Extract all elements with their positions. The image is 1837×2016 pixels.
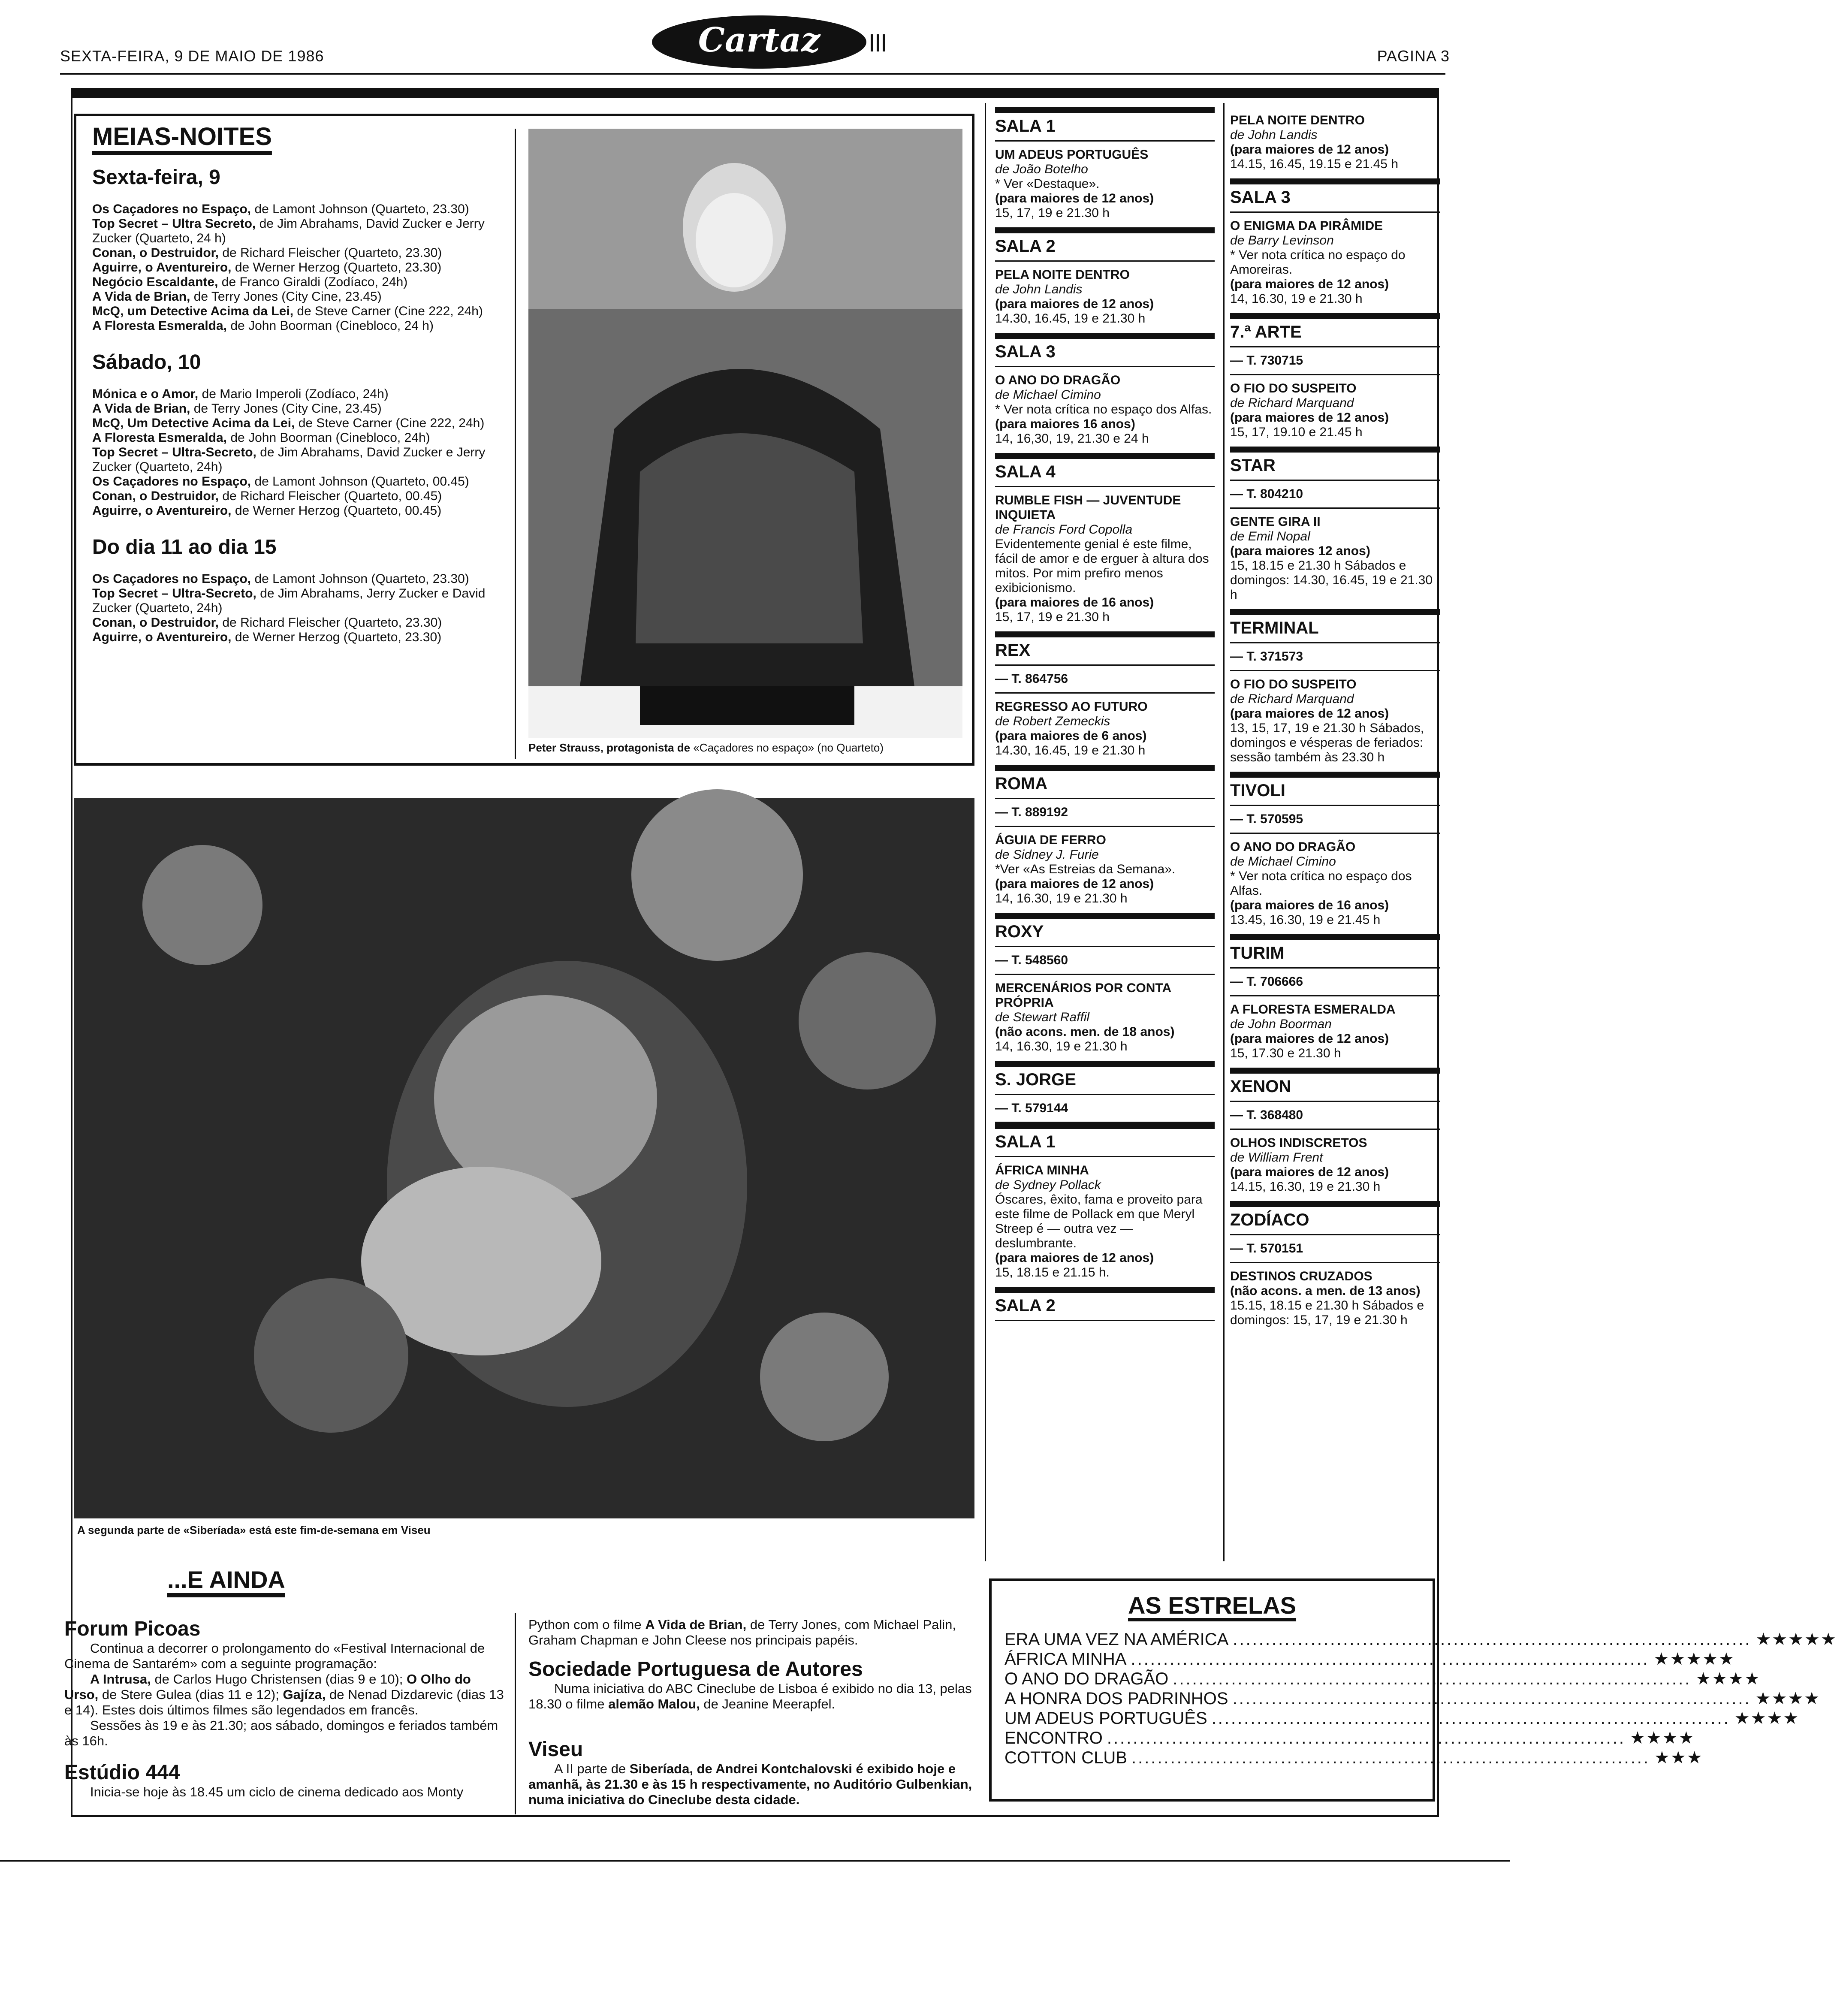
entry-title: Aguirre, o Aventureiro, bbox=[92, 504, 232, 518]
spa-heading: Sociedade Portuguesa de Autores bbox=[528, 1658, 863, 1681]
entry-title: Os Caçadores no Espaço, bbox=[92, 202, 251, 216]
forum-picoas-p3: Sessões às 19 e às 21.30; aos sábado, domingos e feriados também às 16h. bbox=[64, 1718, 498, 1748]
schedule-entry bbox=[92, 304, 521, 319]
entry-detail: de Lamont Johnson (Quarteto, 23.30) bbox=[251, 572, 469, 586]
forum-picoas-p1: Continua a decorrer o prolongamento do «Festival Internacional de Cinema de Santarém» com a seguinte programação: bbox=[64, 1641, 485, 1671]
entry-detail: de John Boorman (Cinebloco, 24h) bbox=[227, 431, 430, 445]
film-rating: (para maiores de 12 anos) bbox=[1230, 410, 1389, 425]
cinema-bar bbox=[995, 453, 1215, 459]
top-thick-bar bbox=[71, 88, 1439, 98]
entry-title: McQ, um Detective Acima da Lei, bbox=[92, 304, 294, 318]
film-title: OLHOS INDISCRETOS bbox=[1230, 1136, 1367, 1150]
film-hours: 14, 16.30, 19 e 21.30 h bbox=[1230, 292, 1363, 306]
schedule-entry bbox=[92, 616, 521, 630]
film-director: de Sydney Pollack bbox=[995, 1178, 1101, 1192]
entry-detail: de Terry Jones (City Cine, 23.45) bbox=[190, 290, 382, 304]
dot-leader: ................................................................................ bbox=[1107, 1729, 1626, 1747]
schedule-entry bbox=[92, 416, 521, 431]
cinema-name: SALA 4 bbox=[995, 459, 1215, 487]
meias-noites-title: MEIAS-NOITES bbox=[92, 123, 272, 151]
star-film-name: UM ADEUS PORTUGUÊS bbox=[1004, 1709, 1207, 1728]
frame-bottom bbox=[71, 1815, 1439, 1817]
entry-detail: de Terry Jones (City Cine, 23.45) bbox=[190, 401, 382, 416]
forum-picoas-p2 bbox=[64, 1672, 506, 1718]
film-hours: 14, 16,30, 19, 21.30 e 24 h bbox=[995, 432, 1149, 446]
film-director: de Michael Cimino bbox=[995, 388, 1101, 402]
cinema-bar bbox=[1230, 1068, 1440, 1074]
film-hours: 14, 16.30, 19 e 21.30 h bbox=[995, 891, 1128, 905]
film-listing bbox=[1230, 834, 1440, 934]
dot-leader: ................................................................................ bbox=[1173, 1669, 1692, 1688]
schedule-entry bbox=[92, 217, 521, 246]
star-icons: ★★★★★ bbox=[1653, 1650, 1735, 1669]
cinema-bar bbox=[1230, 178, 1440, 184]
film-note: * Ver «Destaque». bbox=[995, 177, 1100, 191]
film-title-inline: Gajíza, bbox=[283, 1687, 326, 1702]
film-title: RUMBLE FISH — JUVENTUDE INQUIETA bbox=[995, 493, 1181, 522]
cinema-name: XENON bbox=[1230, 1074, 1440, 1102]
dot-leader: ................................................................................ bbox=[1211, 1709, 1730, 1728]
film-title-inline: O Olho do Urso, bbox=[64, 1672, 471, 1702]
logo-text: Cartaz bbox=[698, 21, 820, 60]
cinema-bar bbox=[995, 1287, 1215, 1293]
entry-title: A Floresta Esmeralda, bbox=[92, 431, 227, 445]
film-hours: 15, 17, 19.10 e 21.45 h bbox=[1230, 425, 1363, 439]
viseu-heading: Viseu bbox=[528, 1738, 583, 1761]
star-icons: ★★★★ bbox=[1629, 1729, 1695, 1747]
text-run: de Nenad Dizdarevic (dias 13 e 14). Estes dois últimos filmes são legendados em francês. bbox=[64, 1687, 504, 1717]
as-estrelas-box bbox=[989, 1578, 1837, 1802]
film-rating: (para maiores de 6 anos) bbox=[995, 729, 1147, 743]
star-rating-row bbox=[1004, 1669, 1761, 1689]
photo-siberiada bbox=[74, 798, 974, 1518]
film-listing bbox=[995, 367, 1215, 453]
cinema-phone: — T. 371573 bbox=[1230, 643, 1440, 671]
film-listing bbox=[1230, 1263, 1440, 1334]
cinema-phone: — T. 864756 bbox=[995, 666, 1215, 694]
entry-title: Aguirre, o Aventureiro, bbox=[92, 630, 232, 644]
entry-title: Aguirre, o Aventureiro, bbox=[92, 260, 232, 275]
film-rating: (para maiores de 16 anos) bbox=[995, 595, 1154, 610]
cinema-phone: — T. 570151 bbox=[1230, 1235, 1440, 1263]
entry-title: Mónica e o Amor, bbox=[92, 387, 199, 401]
film-rating: (para maiores 16 anos) bbox=[995, 417, 1135, 431]
monty-python-p bbox=[528, 1617, 974, 1648]
entry-detail: de Richard Fleischer (Quarteto, 23.30) bbox=[219, 616, 442, 630]
film-title: UM ADEUS PORTUGUÊS bbox=[995, 148, 1149, 162]
dot-leader: ................................................................................ bbox=[1131, 1650, 1650, 1669]
header-rule bbox=[60, 73, 1445, 75]
film-listing bbox=[995, 975, 1215, 1061]
cinema-name: SALA 2 bbox=[995, 1293, 1215, 1321]
film-listing bbox=[995, 1157, 1215, 1287]
film-director: de Sidney J. Furie bbox=[995, 848, 1099, 862]
e-ainda-divider bbox=[515, 1613, 516, 1814]
film-hours: 14, 16.30, 19 e 21.30 h bbox=[995, 1039, 1128, 1053]
header-date: SEXTA-FEIRA, 9 DE MAIO DE 1986 bbox=[60, 47, 324, 65]
entry-title: McQ, Um Detective Acima da Lei, bbox=[92, 416, 295, 430]
e-ainda-right-column bbox=[528, 1617, 974, 1808]
cinema-bar bbox=[995, 765, 1215, 771]
dot-leader: ................................................................................ bbox=[1232, 1689, 1751, 1708]
cinema-name: SALA 1 bbox=[995, 1129, 1215, 1157]
film-hours: 14.30, 16.45, 19 e 21.30 h bbox=[995, 743, 1146, 758]
day-heading: Sexta-feira, 9 bbox=[92, 166, 220, 189]
film-listing bbox=[995, 262, 1215, 333]
schedule-entry bbox=[92, 246, 521, 260]
photo-siberiada-art bbox=[74, 798, 974, 1518]
film-listing bbox=[995, 694, 1215, 765]
cinema-phone: — T. 548560 bbox=[995, 947, 1215, 975]
film-director: de Francis Ford Copolla bbox=[995, 522, 1133, 537]
film-rating: (para maiores de 12 anos) bbox=[995, 877, 1154, 891]
meias-noites-content bbox=[92, 122, 521, 653]
entry-title: Top Secret – Ultra-Secreto, bbox=[92, 586, 256, 601]
film-title: A FLORESTA ESMERALDA bbox=[1230, 1002, 1396, 1017]
dot-leader: ................................................................................ bbox=[1233, 1630, 1752, 1649]
entry-detail: de Jim Abrahams, Jerry Zucker e David Zucker (Quarteto, 24h) bbox=[92, 586, 486, 615]
film-hours: 15, 17, 19 e 21.30 h bbox=[995, 610, 1110, 624]
film-rating: (para maiores de 12 anos) bbox=[1230, 277, 1389, 291]
day-heading: Do dia 11 ao dia 15 bbox=[92, 536, 277, 558]
cinema-bar bbox=[995, 107, 1215, 113]
cinema-name: STAR bbox=[1230, 453, 1440, 481]
listings-mid-rule bbox=[1223, 103, 1225, 1561]
film-hours: 13.45, 16.30, 19 e 21.45 h bbox=[1230, 913, 1381, 927]
cinema-phone: — T. 706666 bbox=[1230, 969, 1440, 996]
cinema-name: ROXY bbox=[995, 919, 1215, 947]
film-director: de John Boorman bbox=[1230, 1017, 1332, 1031]
photo-peter-strauss bbox=[528, 129, 962, 738]
film-director: de John Landis bbox=[1230, 128, 1318, 142]
entry-detail: de Steve Carner (Cine 222, 24h) bbox=[295, 416, 485, 430]
star-rating-row bbox=[1004, 1728, 1695, 1748]
film-rating: (não acons. men. de 18 anos) bbox=[995, 1025, 1175, 1039]
film-note: * Ver nota crítica no espaço do Amoreiras. bbox=[1230, 248, 1406, 277]
star-film-name: O ANO DO DRAGÃO bbox=[1004, 1669, 1169, 1688]
forum-picoas-heading: Forum Picoas bbox=[64, 1618, 201, 1640]
schedule-entry bbox=[92, 489, 521, 504]
mp-a: Python com o filme bbox=[528, 1617, 646, 1632]
as-estrelas-rows bbox=[1004, 1630, 1837, 1768]
as-estrelas-title: AS ESTRELAS bbox=[1128, 1592, 1297, 1619]
listings-column-2 bbox=[1230, 107, 1440, 1334]
film-listing bbox=[1230, 1130, 1440, 1201]
film-hours: 14.30, 16.45, 19 e 21.30 h bbox=[995, 311, 1146, 326]
spa-b: alemão Malou, bbox=[608, 1696, 700, 1711]
film-listing bbox=[1230, 671, 1440, 772]
film-rating: (para maiores de 12 anos) bbox=[1230, 1032, 1389, 1046]
film-title: ÁFRICA MINHA bbox=[995, 1163, 1089, 1177]
film-hours: 14.15, 16.45, 19.15 e 21.45 h bbox=[1230, 157, 1399, 171]
film-note: * Ver nota crítica no espaço dos Alfas. bbox=[995, 402, 1212, 416]
cinema-name: SALA 2 bbox=[995, 233, 1215, 262]
mp-b: A Vida de Brian, bbox=[645, 1617, 747, 1632]
film-hours: 15, 17.30 e 21.30 h bbox=[1230, 1046, 1341, 1060]
estudio-444-p1: Inicia-se hoje às 18.45 um ciclo de cinema dedicado aos Monty bbox=[90, 1784, 464, 1799]
text-run: de Stere Gulea (dias 11 e 12); bbox=[98, 1687, 283, 1702]
entry-detail: de Richard Fleischer (Quarteto, 00.45) bbox=[219, 489, 442, 503]
film-title: O ANO DO DRAGÃO bbox=[1230, 840, 1356, 854]
star-film-name: COTTON CLUB bbox=[1004, 1748, 1127, 1767]
cinema-bar bbox=[995, 631, 1215, 637]
film-title: MERCENÁRIOS POR CONTA PRÓPRIA bbox=[995, 981, 1171, 1010]
cinema-bar bbox=[1230, 447, 1440, 453]
entry-detail: de Steve Carner (Cine 222, 24h) bbox=[293, 304, 483, 318]
cinema-name: TERMINAL bbox=[1230, 615, 1440, 643]
film-title: O FIO DO SUSPEITO bbox=[1230, 381, 1357, 395]
cinema-phone: — T. 889192 bbox=[995, 799, 1215, 827]
film-title: REGRESSO AO FUTURO bbox=[995, 700, 1148, 714]
schedule-entry bbox=[92, 630, 521, 645]
cinema-phone: — T. 570595 bbox=[1230, 806, 1440, 834]
listings-column-1 bbox=[995, 107, 1215, 1321]
film-note: Evidentemente genial é este filme, fácil de amor e de erguer à altura dos mitos. Por mim prefiro menos exibicionismo. bbox=[995, 537, 1209, 595]
cinema-bar bbox=[1230, 313, 1440, 319]
film-rating: (para maiores de 12 anos) bbox=[1230, 1165, 1389, 1179]
film-listing bbox=[1230, 107, 1440, 178]
film-listing bbox=[1230, 375, 1440, 447]
film-rating: (para maiores de 12 anos) bbox=[1230, 706, 1389, 721]
estudio-444-heading: Estúdio 444 bbox=[64, 1761, 180, 1784]
film-director: de John Landis bbox=[995, 282, 1083, 296]
film-director: de William Frent bbox=[1230, 1150, 1323, 1165]
star-film-name: ERA UMA VEZ NA AMÉRICA bbox=[1004, 1630, 1229, 1649]
film-listing bbox=[1230, 509, 1440, 609]
entry-detail: de Lamont Johnson (Quarteto, 00.45) bbox=[251, 474, 469, 489]
entry-title: Conan, o Destruidor, bbox=[92, 489, 219, 503]
film-note: Óscares, êxito, fama e proveito para este filme de Pollack em que Meryl Streep é — outra vez — deslumbrante. bbox=[995, 1192, 1203, 1250]
star-rating-row bbox=[1004, 1748, 1703, 1768]
star-film-name: ENCONTRO bbox=[1004, 1729, 1103, 1747]
meias-noites-days bbox=[92, 166, 521, 653]
film-listing bbox=[995, 487, 1215, 631]
film-director: de João Botelho bbox=[995, 162, 1088, 176]
spa-p1 bbox=[528, 1681, 974, 1712]
film-hours: 15, 17, 19 e 21.30 h bbox=[995, 206, 1110, 220]
cinema-bar bbox=[995, 913, 1215, 919]
schedule-entry bbox=[92, 504, 521, 518]
film-title: PELA NOITE DENTRO bbox=[995, 268, 1130, 282]
entry-detail: de Jim Abrahams, David Zucker e Jerry Zucker (Quarteto, 24 h) bbox=[92, 217, 485, 245]
listings-left-rule bbox=[985, 103, 986, 1561]
photo-caption-strauss bbox=[528, 741, 966, 754]
cinema-bar bbox=[995, 1061, 1215, 1067]
entry-detail: de Lamont Johnson (Quarteto, 23.30) bbox=[251, 202, 469, 216]
big-photo-caption: A segunda parte de «Siberíada» está este fim-de-semana em Viseu bbox=[77, 1524, 431, 1536]
caption-bold: Peter Strauss, protagonista de bbox=[528, 741, 691, 754]
film-title: O ENIGMA DA PIRÂMIDE bbox=[1230, 219, 1383, 233]
cinema-name: TIVOLI bbox=[1230, 778, 1440, 806]
cinema-name: S. JORGE bbox=[995, 1067, 1215, 1095]
star-icons: ★★★★ bbox=[1755, 1689, 1821, 1708]
cinema-name: SALA 3 bbox=[1230, 184, 1440, 213]
star-rating-row bbox=[1004, 1630, 1837, 1649]
photo-placeholder-art bbox=[528, 129, 962, 738]
cinema-name: SALA 1 bbox=[995, 113, 1215, 142]
spa-c: de Jeanine Meerapfel. bbox=[700, 1696, 836, 1711]
cinema-phone: — T. 368480 bbox=[1230, 1102, 1440, 1130]
viseu-p1 bbox=[528, 1761, 974, 1808]
schedule-entry bbox=[92, 445, 521, 474]
film-hours: 15.15, 18.15 e 21.30 h Sábados e domingos: 15, 17, 19 e 21.30 h bbox=[1230, 1298, 1424, 1327]
schedule-entry bbox=[92, 275, 521, 290]
film-note: * Ver nota crítica no espaço dos Alfas. bbox=[1230, 869, 1412, 898]
frame-left bbox=[71, 88, 72, 1817]
entry-title: Conan, o Destruidor, bbox=[92, 616, 219, 630]
entry-title: Os Caçadores no Espaço, bbox=[92, 474, 251, 489]
meias-noites-divider bbox=[515, 129, 516, 759]
film-director: de Stewart Raffil bbox=[995, 1010, 1090, 1024]
schedule-entry bbox=[92, 202, 521, 217]
star-icons: ★★★★★ bbox=[1756, 1630, 1837, 1649]
star-rating-row bbox=[1004, 1689, 1821, 1708]
film-rating: (para maiores de 16 anos) bbox=[1230, 898, 1389, 912]
schedule-entry bbox=[92, 572, 521, 586]
film-director: de Richard Marquand bbox=[1230, 692, 1354, 706]
film-note: *Ver «As Estreias da Semana». bbox=[995, 862, 1176, 876]
schedule-entry bbox=[92, 290, 521, 304]
e-ainda-left-column bbox=[64, 1617, 506, 1800]
star-icons: ★★★★ bbox=[1734, 1709, 1800, 1728]
cinema-bar bbox=[995, 1123, 1215, 1129]
film-rating: (para maiores de 12 anos) bbox=[995, 1251, 1154, 1265]
film-rating: (não acons. a men. de 13 anos) bbox=[1230, 1284, 1421, 1298]
e-ainda-title: ...E AINDA bbox=[167, 1566, 285, 1593]
entry-detail: de Werner Herzog (Quarteto, 23.30) bbox=[231, 260, 442, 275]
film-title: O FIO DO SUSPEITO bbox=[1230, 677, 1357, 691]
film-title-inline: A Intrusa, bbox=[90, 1672, 151, 1687]
film-listing bbox=[1230, 213, 1440, 313]
schedule-entry bbox=[92, 260, 521, 275]
film-rating: (para maiores de 12 anos) bbox=[1230, 142, 1389, 157]
schedule-entry bbox=[92, 431, 521, 445]
cinema-bar bbox=[1230, 934, 1440, 940]
star-icons: ★★★ bbox=[1654, 1748, 1703, 1767]
schedule-entry bbox=[92, 319, 521, 333]
page-bottom-rule bbox=[0, 1860, 1510, 1862]
film-rating: (para maiores de 12 anos) bbox=[995, 191, 1154, 205]
cinema-bar bbox=[1230, 772, 1440, 778]
entry-detail: de Richard Fleischer (Quarteto, 23.30) bbox=[219, 246, 442, 260]
film-director: de Barry Levinson bbox=[1230, 233, 1334, 247]
cinema-bar bbox=[995, 227, 1215, 233]
film-director: de Emil Nopal bbox=[1230, 529, 1310, 543]
entry-title: A Vida de Brian, bbox=[92, 290, 190, 304]
film-rating: (para maiores 12 anos) bbox=[1230, 544, 1370, 558]
entry-detail: de Franco Giraldi (Zodíaco, 24h) bbox=[218, 275, 408, 289]
schedule-entry bbox=[92, 586, 521, 616]
entry-detail: de Werner Herzog (Quarteto, 00.45) bbox=[231, 504, 442, 518]
entry-title: Top Secret – Ultra-Secreto, bbox=[92, 445, 256, 459]
star-rating-row bbox=[1004, 1708, 1800, 1728]
cinema-name: TURIM bbox=[1230, 940, 1440, 969]
film-hours: 14.15, 16.30, 19 e 21.30 h bbox=[1230, 1180, 1381, 1194]
film-title: ÁGUIA DE FERRO bbox=[995, 833, 1106, 847]
entry-title: Negócio Escaldante, bbox=[92, 275, 218, 289]
film-rating: (para maiores de 12 anos) bbox=[995, 297, 1154, 311]
film-director: de Michael Cimino bbox=[1230, 854, 1336, 869]
entry-detail: de John Boorman (Cinebloco, 24 h) bbox=[227, 319, 434, 333]
schedule-entry bbox=[92, 387, 521, 401]
cinema-name: SALA 3 bbox=[995, 339, 1215, 367]
entry-detail: de Jim Abrahams, David Zucker e Jerry Zucker (Quarteto, 24h) bbox=[92, 445, 486, 474]
star-icons: ★★★★ bbox=[1695, 1669, 1761, 1688]
film-listing bbox=[995, 827, 1215, 913]
film-listing bbox=[1230, 996, 1440, 1068]
star-film-name: ÁFRICA MINHA bbox=[1004, 1650, 1127, 1669]
viseu-b: Siberíada, de Andrei Kontchalovski é exibido hoje e amanhã, às 21.30 e às 15 h respectivamente, no Auditório Gulbenkian, numa iniciativa do Cineclube desta cidade. bbox=[528, 1761, 972, 1807]
film-director: de Richard Marquand bbox=[1230, 396, 1354, 410]
entry-title: A Floresta Esmeralda, bbox=[92, 319, 227, 333]
header-page-number: PAGINA 3 bbox=[1377, 47, 1450, 65]
cinema-name: 7.ª ARTE bbox=[1230, 319, 1440, 347]
film-title: O ANO DO DRAGÃO bbox=[995, 373, 1121, 387]
cinema-name: ZODÍACO bbox=[1230, 1207, 1440, 1235]
entry-title: A Vida de Brian, bbox=[92, 401, 190, 416]
film-director: de Robert Zemeckis bbox=[995, 714, 1110, 728]
text-run: de Carlos Hugo Christensen (dias 9 e 10); bbox=[151, 1672, 407, 1687]
film-title: GENTE GIRA II bbox=[1230, 515, 1321, 529]
entry-detail: de Mario Imperoli (Zodíaco, 24h) bbox=[198, 387, 389, 401]
star-rating-row bbox=[1004, 1649, 1735, 1669]
cinema-bar bbox=[995, 333, 1215, 339]
schedule-entry bbox=[92, 401, 521, 416]
schedule-entry bbox=[92, 474, 521, 489]
mp-c: de Terry Jones, com Michael Palin, Graham Chapman e John Cleese nos principais papéis. bbox=[528, 1617, 956, 1648]
cartaz-logo bbox=[648, 9, 888, 73]
film-title: PELA NOITE DENTRO bbox=[1230, 113, 1365, 127]
cinema-bar bbox=[1230, 1201, 1440, 1207]
film-listing bbox=[995, 142, 1215, 227]
cinema-phone: — T. 730715 bbox=[1230, 347, 1440, 375]
entry-title: Os Caçadores no Espaço, bbox=[92, 572, 251, 586]
entry-title: Conan, o Destruidor, bbox=[92, 246, 219, 260]
film-title: DESTINOS CRUZADOS bbox=[1230, 1269, 1372, 1283]
cinema-phone: — T. 579144 bbox=[995, 1095, 1215, 1123]
film-hours: 15, 18.15 e 21.30 h Sábados e domingos: 14.30, 16.45, 19 e 21.30 h bbox=[1230, 558, 1433, 602]
entry-detail: de Werner Herzog (Quarteto, 23.30) bbox=[231, 630, 442, 644]
cinema-phone: — T. 804210 bbox=[1230, 481, 1440, 509]
dot-leader: ................................................................................ bbox=[1131, 1748, 1650, 1767]
film-hours: 15, 18.15 e 21.15 h. bbox=[995, 1265, 1110, 1280]
film-hours: 13, 15, 17, 19 e 21.30 h Sábados, domingos e vésperas de feriados: sessão também às 23.30 h bbox=[1230, 721, 1424, 764]
spa-a: Numa iniciativa do ABC Cineclube de Lisboa é exibido no dia 13, pelas 18.30 o filme bbox=[528, 1681, 972, 1711]
day-heading: Sábado, 10 bbox=[92, 351, 201, 374]
cinema-name: ROMA bbox=[995, 771, 1215, 799]
cinema-name: REX bbox=[995, 637, 1215, 666]
entry-title: Top Secret – Ultra Secreto, bbox=[92, 217, 256, 231]
viseu-a: A II parte de bbox=[554, 1761, 630, 1776]
star-film-name: A HONRA DOS PADRINHOS bbox=[1004, 1689, 1228, 1708]
cinema-bar bbox=[1230, 609, 1440, 615]
caption-rest: «Caçadores no espaço» (no Quarteto) bbox=[690, 741, 884, 754]
